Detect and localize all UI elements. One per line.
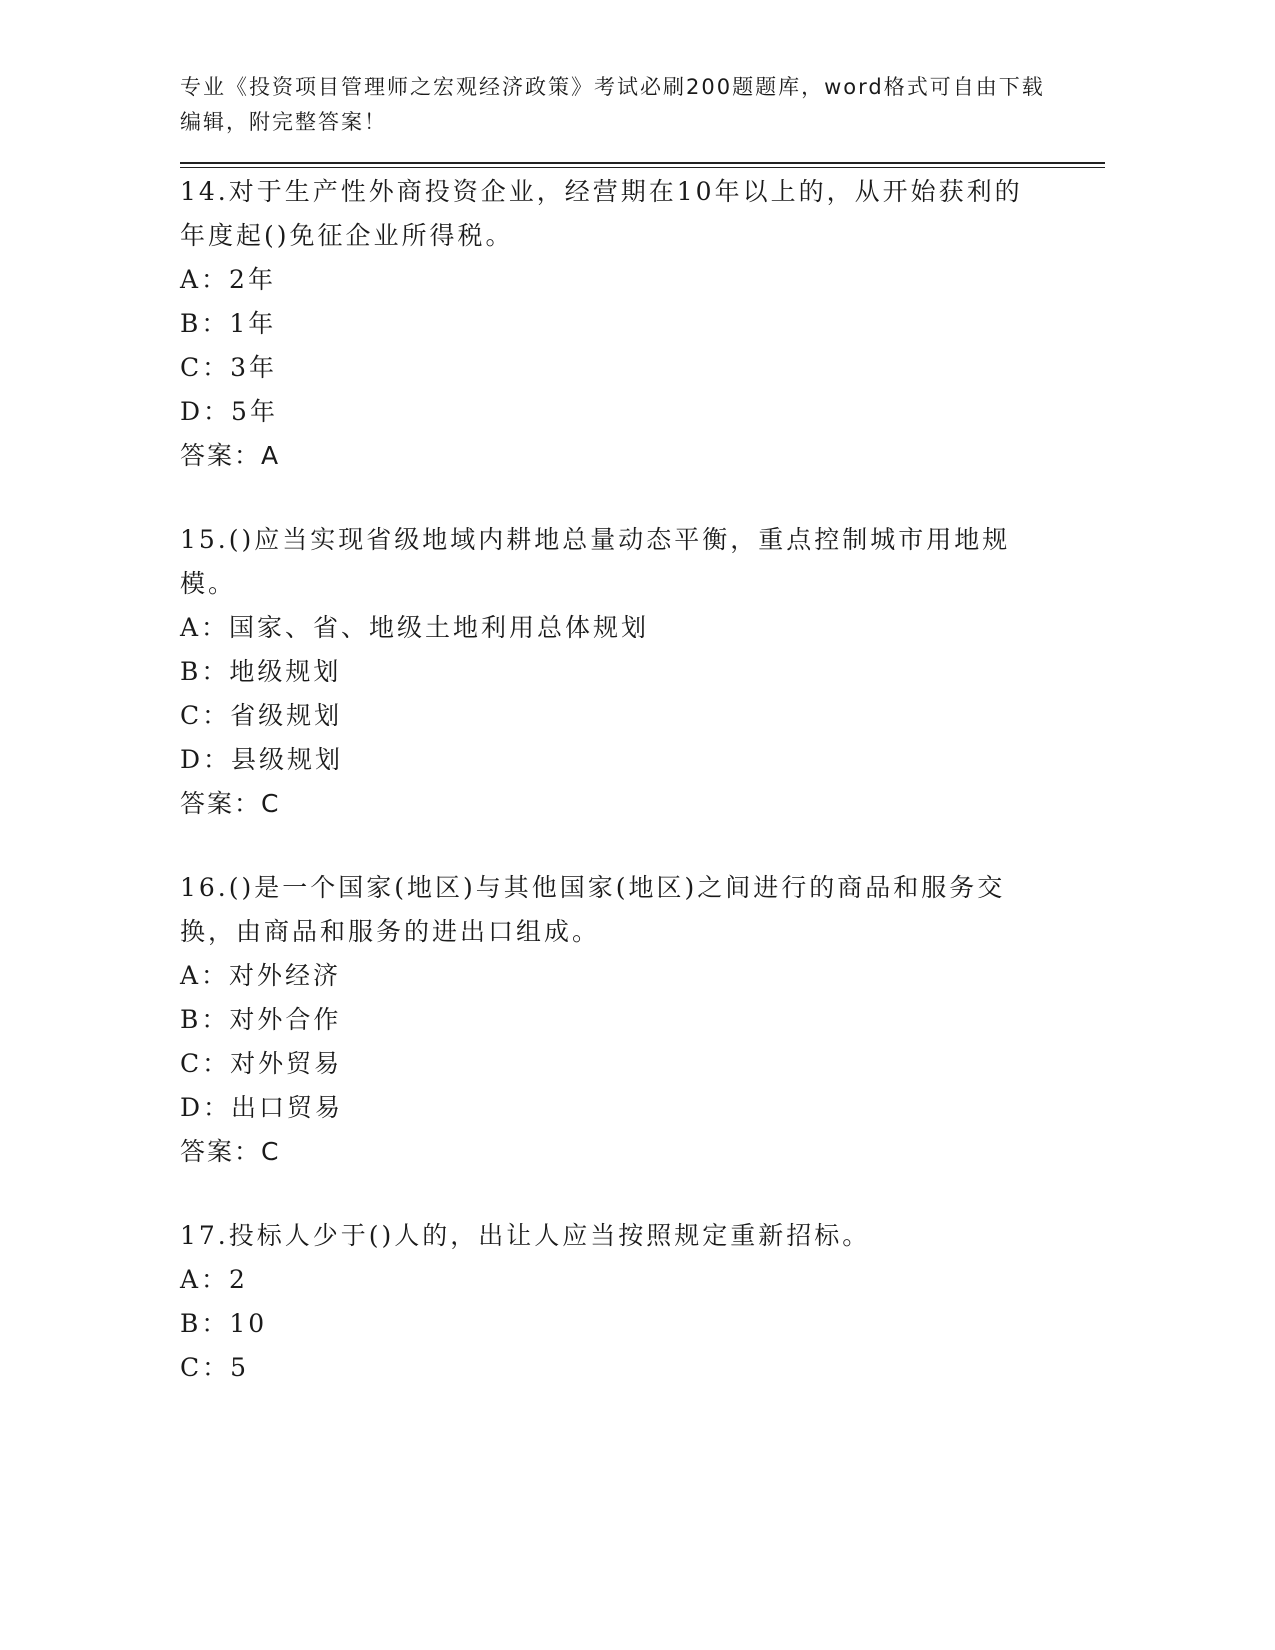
option-d: D：5年 bbox=[180, 397, 278, 426]
answer-line: 答案：C bbox=[180, 789, 281, 818]
document-intro: 专业《投资项目管理师之宏观经济政策》考试必刷200题题库，word格式可自由下载编辑，附完整答案！ bbox=[180, 75, 1045, 134]
question-stem: 15.()应当实现省级地域内耕地总量动态平衡，重点控制城市用地规模。 bbox=[180, 525, 1011, 598]
document-page bbox=[180, 70, 1130, 1430]
question-stem: 16.()是一个国家(地区)与其他国家(地区)之间进行的商品和服务交换，由商品和服务的进出口组成。 bbox=[180, 873, 1006, 946]
question-16 bbox=[180, 866, 1130, 1174]
option-a: A：对外经济 bbox=[180, 961, 342, 990]
option-b: B：1年 bbox=[180, 309, 277, 338]
option-b: B：10 bbox=[180, 1309, 268, 1338]
option-a: A：2 bbox=[180, 1265, 248, 1294]
answer-line: 答案：A bbox=[180, 441, 281, 470]
option-b: B：地级规划 bbox=[180, 657, 342, 686]
option-d: D：县级规划 bbox=[180, 745, 344, 774]
option-b: B：对外合作 bbox=[180, 1005, 342, 1034]
option-c: C：省级规划 bbox=[180, 701, 343, 730]
question-17 bbox=[180, 1214, 1130, 1390]
question-14 bbox=[180, 170, 1130, 478]
option-c: C：5 bbox=[180, 1353, 250, 1382]
question-list bbox=[180, 170, 1130, 1390]
header-divider bbox=[180, 162, 1105, 168]
option-d: D：出口贸易 bbox=[180, 1093, 344, 1122]
option-a: A：国家、省、地级土地利用总体规划 bbox=[180, 613, 650, 642]
question-stem: 17.投标人少于()人的，出让人应当按照规定重新招标。 bbox=[180, 1221, 871, 1250]
question-stem: 14.对于生产性外商投资企业，经营期在10年以上的，从开始获利的年度起()免征企业所得税。 bbox=[180, 177, 1023, 250]
option-c: C：对外贸易 bbox=[180, 1049, 343, 1078]
answer-line: 答案：C bbox=[180, 1137, 281, 1166]
option-a: A：2年 bbox=[180, 265, 276, 294]
question-15 bbox=[180, 518, 1130, 826]
option-c: C：3年 bbox=[180, 353, 278, 382]
